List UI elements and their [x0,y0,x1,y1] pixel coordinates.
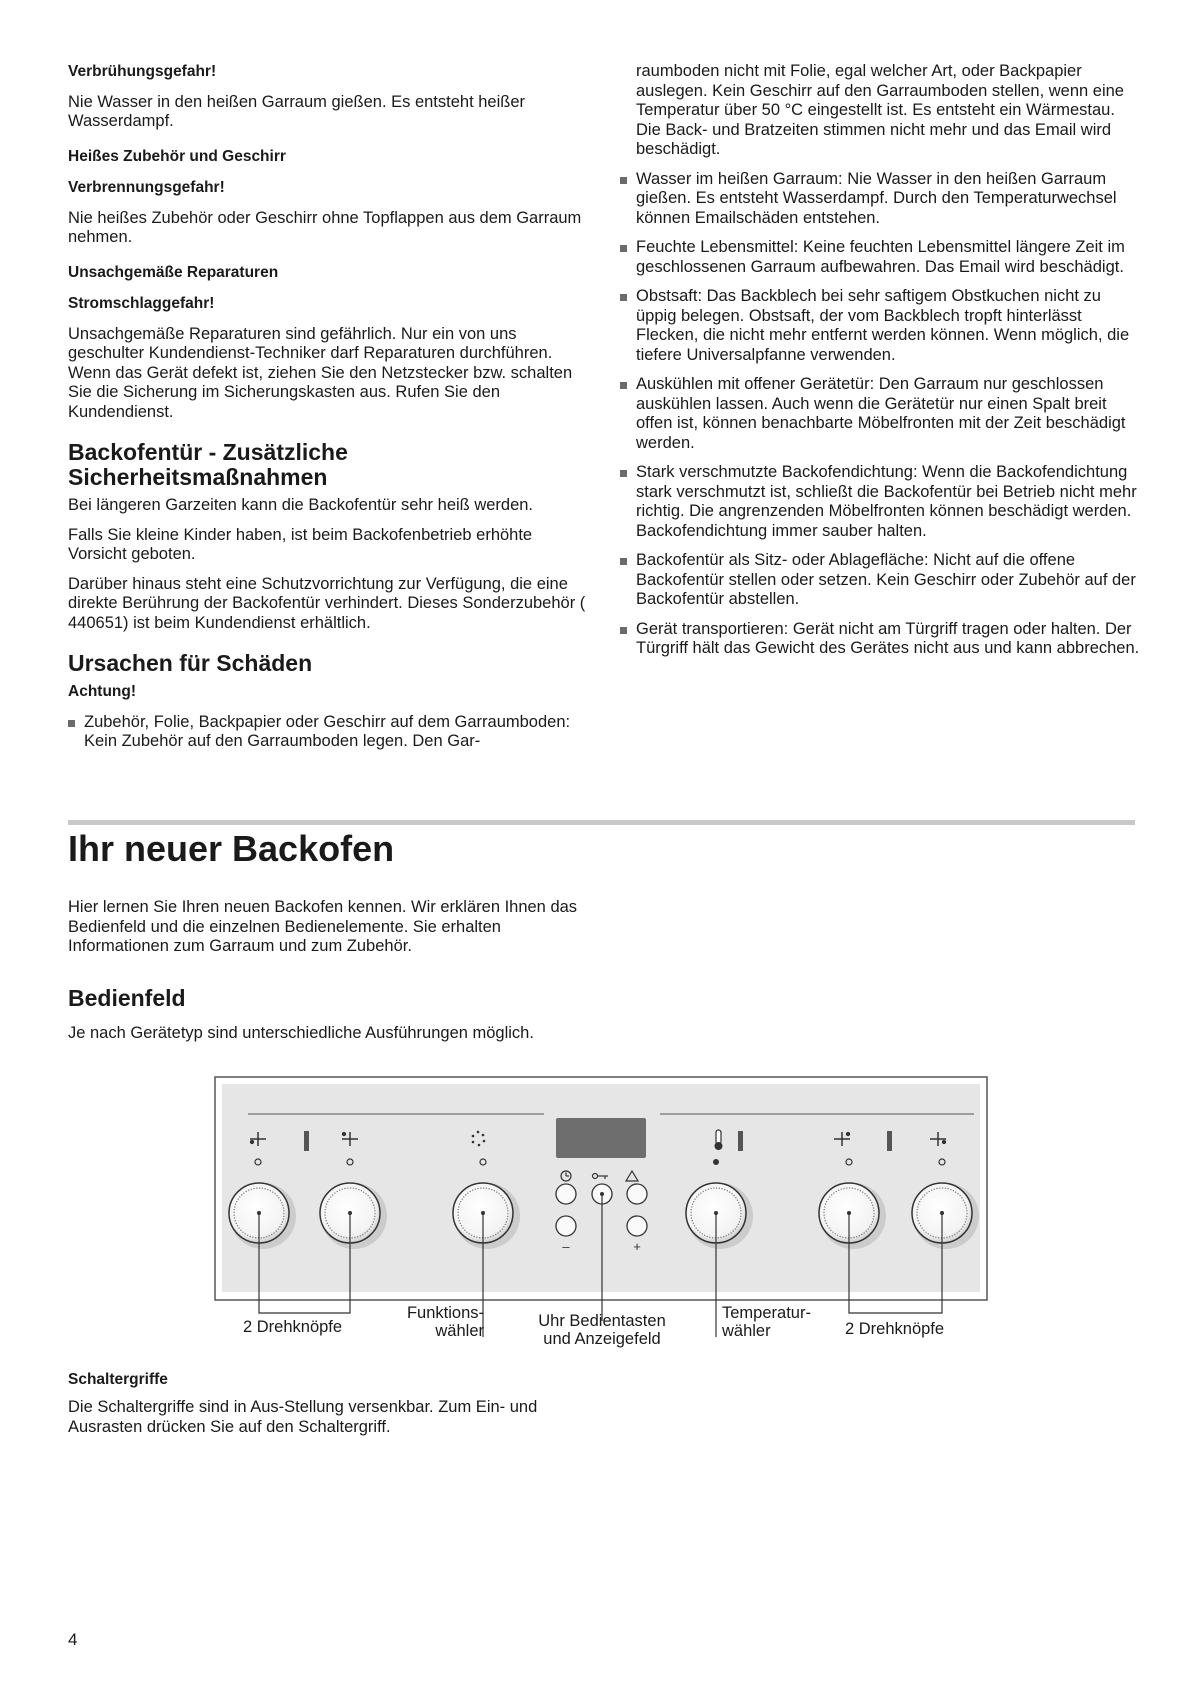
label-line: wähler [722,1322,771,1340]
indicator-bar [304,1131,309,1151]
paragraph: Nie Wasser in den heißen Garraum gießen. Es entsteht heißer Wasserdampf. [68,92,526,130]
indicator-bar [738,1131,743,1151]
paragraph: Unsachgemäße Reparaturen sind gefährlich. Nur ein von uns geschulter Kundendienst-Techniker darf Reparaturen durchführen. Wenn das Gerät defekt ist, ziehen Sie den Netzstecker bzw. schalten Sie die Sicherung im Sicherungskasten aus. Rufen Sie den Kundendienst. [68,324,573,421]
list-item: Auskühlen mit offener Gerätetür: Den Garraum nur geschlossen auskühlen lassen. Auch wenn die Gerätetür nur einen Spalt breit offen ist, können benachbarte Möbelfronten mit der Zeit beschädigt werden. [620,375,1140,453]
list-item: Stark verschmutzte Backofendichtung: Wenn die Backofendichtung stark verschmutzt ist, schließt die Backofentür bei Betrieb nicht mehr richtig. Die angrenzenden Möbelfronten können beschädigt werden. Backofendichtung immer sauber halten. [620,463,1140,541]
label-line: Uhr Bedientasten [538,1312,666,1330]
subheading: Heißes Zubehör und Geschirr [68,147,286,165]
intro-paragraph: Hier lernen Sie Ihren neuen Backofen kennen. Wir erklären Ihnen das Bedienfeld und die einzelnen Bedienelemente. Sie erhalten Informationen zum Garraum und zum Zubehör. [68,898,578,955]
page-number: 4 [68,1630,78,1649]
paragraph: Nie heißes Zubehör oder Geschirr ohne Topflappen aus dem Garraum nehmen. [68,208,582,246]
bullet-list [620,170,1140,659]
paragraph: Bei längeren Garzeiten kann die Backofentür sehr heiß werden. [68,496,534,514]
minus-button [556,1216,576,1236]
subheading: Unsachgemäße Reparaturen [68,263,279,281]
minus-sign: – [562,1239,570,1254]
control-panel-diagram [214,1076,988,1301]
warning-heading: Stromschlaggefahr! [68,295,215,312]
list-item: Feuchte Lebensmittel: Keine feuchten Lebensmittel längere Zeit im geschlossenen Garraum aufbewahren. Das Email wird beschädigt. [620,238,1140,277]
clock-button [556,1184,576,1204]
right-column [620,62,1140,669]
warning-heading: Achtung! [68,683,137,700]
thermometer-icon [715,1130,723,1150]
plus-button [627,1216,647,1236]
label-line: und Anzeigefeld [543,1330,661,1348]
left-column [68,62,588,762]
label-clock-buttons [520,1312,684,1348]
list-item: Gerät transportieren: Gerät nicht am Türgriff tragen oder halten. Der Türgriff hält das Gewicht des Gerätes nicht aus und kann abbrechen. [620,620,1140,659]
chapter-title: Ihr neuer Backofen [68,828,395,869]
list-item: Backofentür als Sitz- oder Ablagefläche: Nicht auf die offene Backofentür stellen oder setzen. Kein Geschirr oder Zubehör auf der Backofentür abstellen. [620,551,1140,610]
section-heading: Bedienfeld [68,985,186,1011]
section-heading: Ursachen für Schäden [68,650,313,676]
paragraph: Darüber hinaus steht eine Schutzvorrichtung zur Verfügung, die eine direkte Berührung der Backofentür verhindert. Dieses Sonderzubehör ( 440651) ist beim Kundendienst erhältlich. [68,574,586,632]
label-temperature-selector [722,1304,811,1340]
list-item-continuation: raumboden nicht mit Folie, egal welcher Art, oder Backpapier auslegen. Kein Geschirr auf den Garraumboden stellen, wenn eine Temperatur über 50 °C eingestellt ist. Es entsteht ein Wärmestau. Die Back- und Bratzeiten stimmen nicht mehr und das Email wird beschädigt. [636,62,1124,158]
timer-button [627,1184,647,1204]
list-item: Obstsaft: Das Backblech bei sehr saftigem Obstkuchen nicht zu üppig belegen. Obstsaft, der vom Backblech tropft hinterlässt Flecken, die nicht mehr entfernt werden können. Wenn möglich, die tiefere Universalpfanne verwenden. [620,287,1140,365]
section-heading: Backofentür - Zusätzliche Sicherheitsmaßnahmen [68,439,348,490]
display-field [556,1118,646,1158]
warning-heading: Verbrühungsgefahr! [68,63,217,80]
warning-heading: Verbrennungsgefahr! [68,179,225,196]
section-divider [68,820,1135,825]
paragraph: Die Schaltergriffe sind in Aus-Stellung versenkbar. Zum Ein- und Ausrasten drücken Sie auf den Schaltergriff. [68,1398,538,1436]
label-function-selector [390,1304,484,1340]
indicator-dot [713,1159,719,1165]
list-item: Zubehör, Folie, Backpapier oder Geschirr auf dem Garraumboden: Kein Zubehör auf den Garraumboden legen. Den Gar- [68,713,588,752]
paragraph: Je nach Gerätetyp sind unterschiedliche Ausführungen möglich. [68,1024,534,1042]
plus-sign: + [633,1239,641,1254]
label-knobs-right: 2 Drehknöpfe [845,1320,945,1338]
paragraph: Falls Sie kleine Kinder haben, ist beim Backofenbetrieb erhöhte Vorsicht geboten. [68,525,533,563]
indicator-bar [887,1131,892,1151]
label-line: Funktions- [406,1304,484,1322]
bullet-list [68,713,588,752]
label-line: Temperatur- [722,1304,811,1322]
label-knobs-left: 2 Drehknöpfe [243,1318,343,1336]
subheading: Schaltergriffe [68,1371,168,1388]
list-item: Wasser im heißen Garraum: Nie Wasser in den heißen Garraum gießen. Es entsteht Wasserdampf. Durch den Temperaturwechsel können Emailschäden entstehen. [620,170,1140,229]
label-line: wähler [435,1322,484,1340]
